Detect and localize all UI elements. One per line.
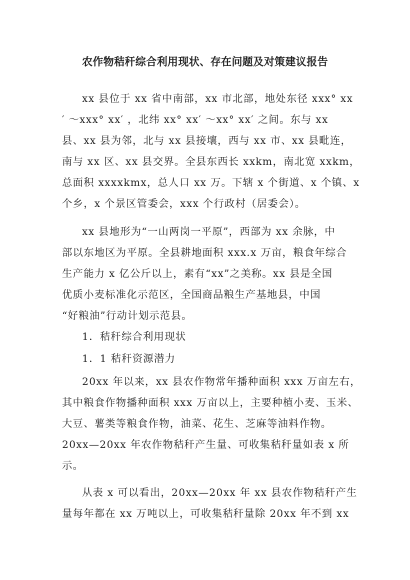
paragraph-line: 个乡，x 个景区管委会，xxx 个行政村（居委会）。 <box>62 199 306 210</box>
document-title: 农作物秸秆综合利用现状、存在问题及对策建议报告 <box>81 56 329 68</box>
paragraph-line: 其中粮食作物播种面积 xxx 万亩以上，主要种植小麦、玉米、 <box>62 398 359 409</box>
paragraph-line: 南与 xx 区、xx 县交界。全县东西长 xxkm，南北宽 xxkm， <box>62 157 361 168</box>
section-heading: 1．秸秆综合利用现状 <box>82 332 187 343</box>
paragraph-line: 20xx 年以来，xx 县农作物常年播种面积 xxx 万亩左右， <box>82 377 361 388</box>
paragraph-line: ′ ～xxx° xx′ ，北纬 xx° xx′ ～xx° xx′ 之间。东与 xx <box>62 115 329 126</box>
paragraph-line: 优质小麦标准化示范区，全国商品粮生产基地县，中国 <box>62 290 321 301</box>
paragraph-line: 大豆、薯类等粮食作物，油菜、花生、芝麻等油料作物。 <box>62 419 332 430</box>
paragraph-line: 20xx—20xx 年农作物秸秆产生量、可收集秸秆量如表 x 所 <box>62 440 350 451</box>
paragraph-line: 生产能力 x 亿公斤以上，素有“xx”之美称。xx 县是全国 <box>62 269 333 280</box>
paragraph-line: xx 县位于 xx 省中南部，xx 市北部，地处东径 xxx° xx <box>82 94 354 105</box>
paragraph-line: 部以东地区为平原。全县耕地面积 xxx.x 万亩，粮食年综合 <box>62 248 348 259</box>
paragraph-line: 县、xx 县为邻，北与 xx 县接壤，西与 xx 市、xx 县毗连， <box>62 136 352 147</box>
paragraph-line: 示。 <box>62 461 84 472</box>
paragraph-line: xx 县地形为“一山两岗一平原”，西部为 xx 余脉，中 <box>82 227 336 238</box>
paragraph-line: 从表 x 可以看出，20xx—20xx 年 xx 县农作物秸秆产生 <box>82 488 358 499</box>
paragraph-line: 总面积 xxxxkmx，总人口 xx 万。下辖 x 个街道、x 个镇、x <box>62 178 360 189</box>
paragraph-line: “好粮油”行动计划示范县。 <box>62 311 193 322</box>
paragraph-line: 量每年都在 xx 万吨以上，可收集秸秆量除 20xx 年不到 xx <box>62 509 350 520</box>
subsection-heading: 1．1 秸秆资源潜力 <box>82 354 176 365</box>
